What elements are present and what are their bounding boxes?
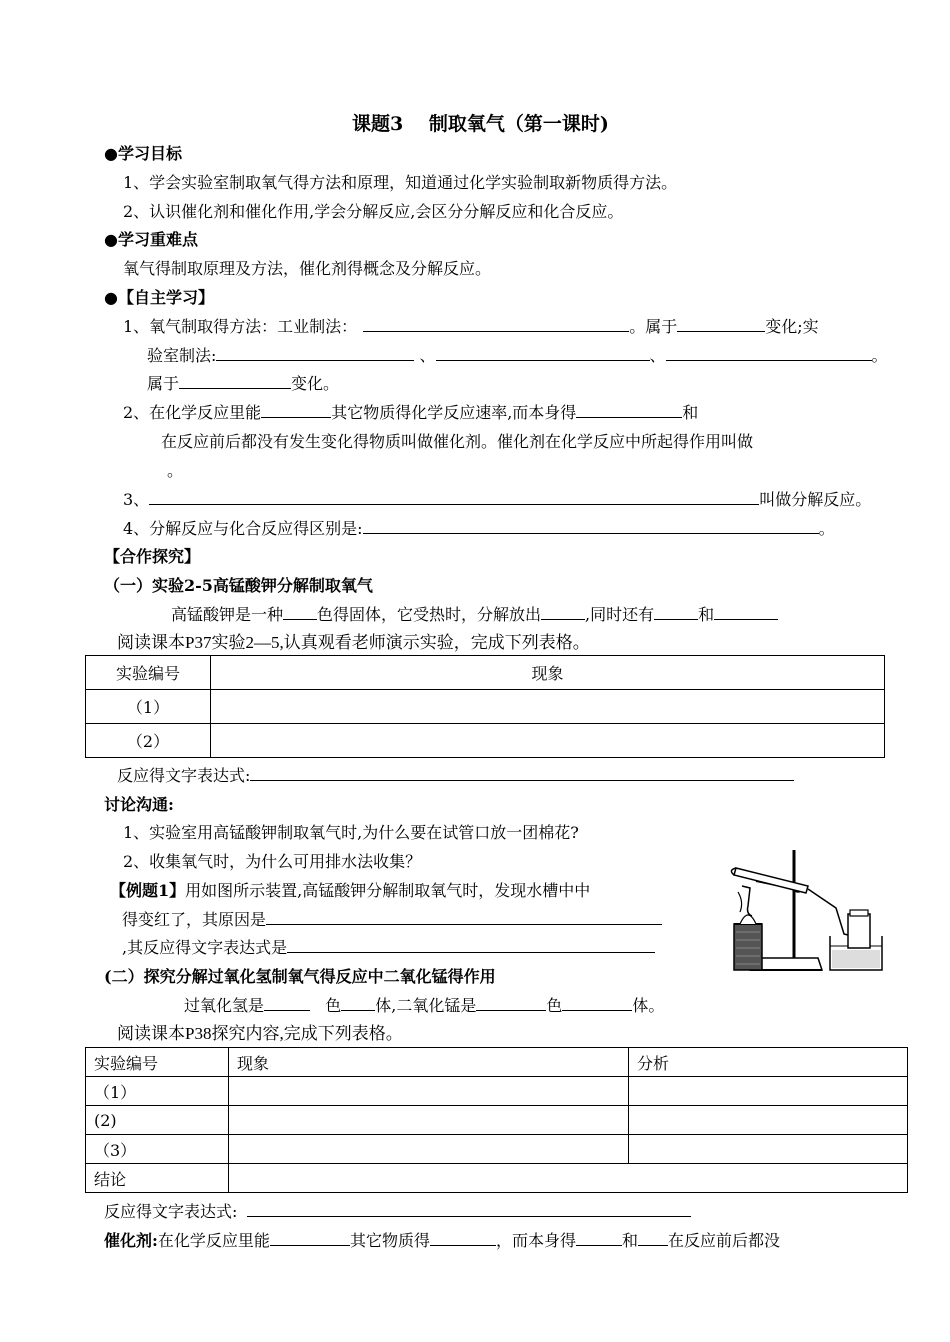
table-cell-input[interactable]: [229, 1135, 629, 1164]
blank-mno2-state[interactable]: [562, 995, 632, 1011]
blank-lab-method-3[interactable]: [666, 345, 872, 361]
expression1: 反应得文字表达式:: [117, 765, 794, 787]
example1: 【例题1】用如图所示装置,高锰酸钾分解制取氧气时，发现水槽中中: [110, 881, 591, 900]
self-study-q4: 4、分解反应与化合反应得区别是: 。: [123, 519, 835, 538]
table-cell-input[interactable]: [229, 1164, 908, 1193]
self-study-q2: 2、在化学反应里能 其它物质得化学反应速率,而本身得 和: [123, 403, 699, 422]
table-row: [86, 690, 885, 724]
experiment1-description: 高锰酸钾是一种 色得固体，它受热时，分解放出 ,同时还有 和: [171, 604, 778, 626]
blank-h2o2-color[interactable]: [264, 995, 310, 1011]
self-study-heading: ●【自主学习】: [104, 288, 214, 307]
table-row: [86, 1106, 908, 1135]
table-row: [86, 1164, 908, 1193]
blank-lab-change-type[interactable]: [179, 373, 291, 389]
lab-apparatus-icon: [726, 846, 886, 986]
discuss-item: 1、实验室用高锰酸钾制取氧气时,为什么要在试管口放一团棉花?: [123, 823, 579, 842]
self-study-q1-lab: 验室制法: 、 、 。: [147, 346, 888, 365]
blank-change-type[interactable]: [677, 316, 765, 332]
example1-expression: ,其反应得文字表达式是: [122, 937, 655, 959]
table-cell: （3）: [86, 1135, 229, 1164]
key-points-heading: ●学习重难点: [104, 230, 198, 249]
blank-decomposition-definition[interactable]: [149, 489, 759, 505]
blank-expression2[interactable]: [247, 1201, 691, 1217]
blank-lab-method-2[interactable]: [436, 345, 650, 361]
table-header-row: [86, 1048, 908, 1077]
goals-heading: ●学习目标: [104, 144, 182, 163]
blank-reason[interactable]: [266, 909, 662, 925]
table-cell-input[interactable]: [211, 724, 885, 758]
table-row: [86, 724, 885, 758]
example1-reason: 得变红了，其原因是: [122, 909, 662, 931]
table-header: 实验编号: [86, 656, 211, 690]
table-cell-input[interactable]: [629, 1106, 908, 1135]
blank-unchanged-property[interactable]: [576, 402, 682, 418]
expression2: 反应得文字表达式:: [104, 1201, 691, 1223]
self-study-q1-type: 属于 变化。: [147, 374, 340, 393]
experiment2-read: 阅读课本P38探究内容,完成下列表格。: [117, 1024, 403, 1043]
blank-expression1[interactable]: [250, 765, 794, 781]
goal-item: 1、学会实验室制取氧气得方法和原理，知道通过化学实验制取新物质得方法。: [123, 173, 678, 192]
key-points-text: 氧气得制取原理及方法，催化剂得概念及分解反应。: [123, 259, 492, 278]
discuss-heading: 讨论沟通:: [104, 795, 174, 814]
table-header: 现象: [211, 656, 885, 690]
experiment2-heading: (二）探究分解过氧化氢制氧气得反应中二氧化锰得作用: [104, 967, 496, 986]
table-header: 现象: [229, 1048, 629, 1077]
table-header-row: [86, 656, 885, 690]
table-cell: (2): [86, 1106, 229, 1135]
table-header: 实验编号: [86, 1048, 229, 1077]
blank-difference[interactable]: [363, 518, 819, 534]
self-study-q2-cont: 在反应前后都没有发生变化得物质叫做催化剂。催化剂在化学反应中所起得作用叫做: [161, 432, 754, 451]
blank-product-1[interactable]: [654, 604, 698, 620]
catalyst-definition: 催化剂:在化学反应里能 其它物质得 ，而本身得 和 在反应前后都没: [104, 1231, 780, 1250]
cooperation-heading: 【合作探究】: [104, 547, 201, 566]
experiment2-description: 过氧化氢是 色 体,二氧化锰是 色 体。: [184, 996, 665, 1015]
blank-lab-method-1[interactable]: [216, 345, 414, 361]
table-cell-input[interactable]: [211, 690, 885, 724]
table-cell-input[interactable]: [229, 1077, 629, 1106]
blank-kmno4-color[interactable]: [283, 604, 317, 620]
blank-h2o2-state[interactable]: [341, 995, 375, 1011]
table-row: [86, 1077, 908, 1106]
blank-industrial-method[interactable]: [363, 316, 629, 332]
blank-product-2[interactable]: [714, 604, 778, 620]
table-cell: （1）: [86, 1077, 229, 1106]
experiment1-heading: （一）实验2-5高锰酸钾分解制取氧气: [104, 576, 373, 595]
self-study-q3: 3、 叫做分解反应。: [123, 490, 872, 509]
experiment1-table: [85, 655, 885, 758]
table-cell: 结论: [86, 1164, 229, 1193]
blank-mno2-color[interactable]: [476, 995, 546, 1011]
experiment2-table: [85, 1047, 908, 1193]
table-cell-input[interactable]: [629, 1077, 908, 1106]
blank-chemical-property[interactable]: [638, 1230, 668, 1246]
page-title: 课题3 制取氧气（第一课时): [352, 113, 609, 135]
blank-example-expression[interactable]: [287, 937, 655, 953]
table-cell: （2）: [86, 724, 211, 758]
goal-item: 2、认识催化剂和催化作用,学会分解反应,会区分分解反应和化合反应。: [123, 202, 624, 221]
blank-gas[interactable]: [541, 604, 585, 620]
self-study-q1: 1、氧气制取得方法：工业制法： 。属于 变化;实: [123, 317, 819, 336]
blank-catalyst-change[interactable]: [270, 1230, 350, 1246]
table-cell-input[interactable]: [629, 1135, 908, 1164]
table-cell: （1）: [86, 690, 211, 724]
table-header: 分析: [629, 1048, 908, 1077]
self-study-q2-end: 。: [167, 461, 184, 480]
table-row: [86, 1135, 908, 1164]
experiment1-read: 阅读课本P37实验2—5,认真观看老师演示实验，完成下列表格。: [117, 633, 590, 652]
blank-mass[interactable]: [576, 1230, 622, 1246]
table-cell-input[interactable]: [229, 1106, 629, 1135]
blank-catalyst-effect[interactable]: [261, 402, 331, 418]
blank-reaction-rate[interactable]: [430, 1230, 496, 1246]
discuss-item: 2、收集氧气时，为什么可用排水法收集？: [123, 852, 422, 871]
